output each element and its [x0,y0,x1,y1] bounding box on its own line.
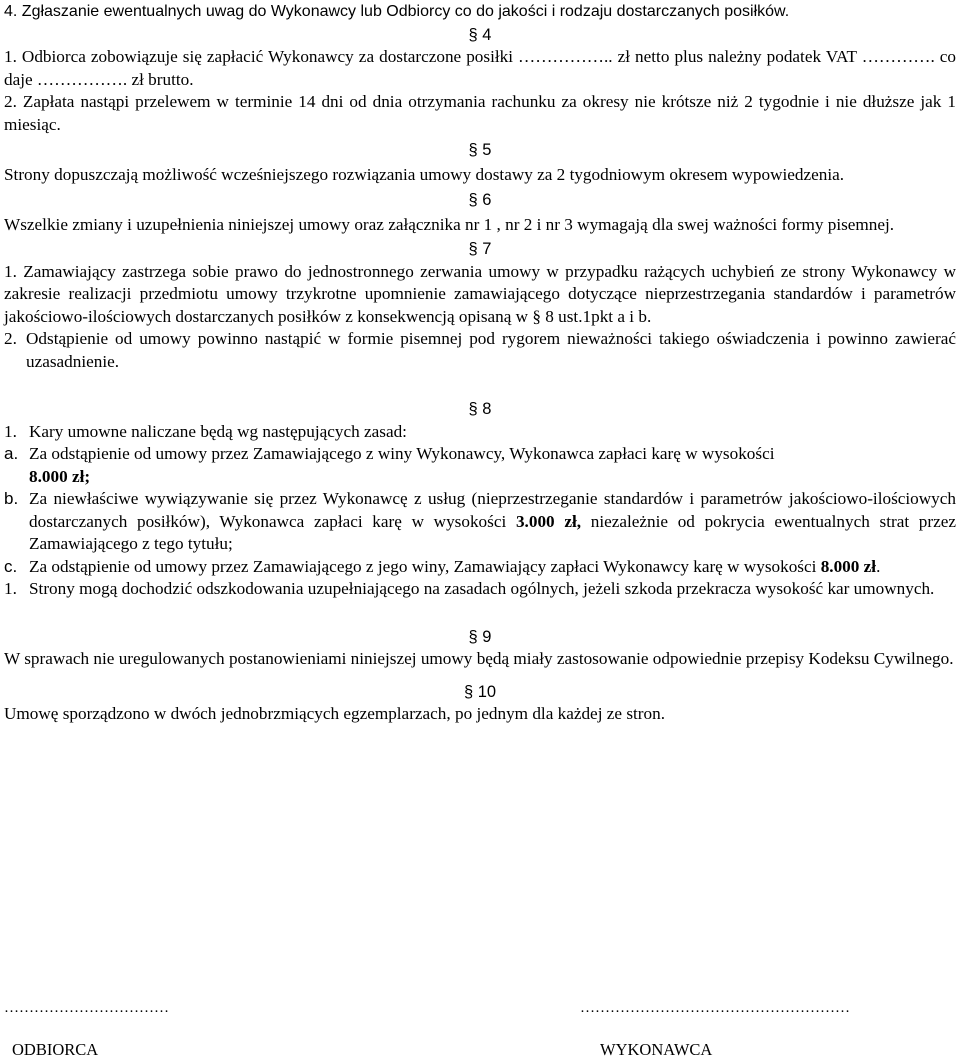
section-7-item-2-number: 2. [4,329,17,348]
section-8-item-a-amount: 8.000 zł; [29,466,91,486]
section-8-intro-number: 1. [4,421,17,441]
odbiorca-signature-line: …………………………… [4,1000,169,1016]
section-8-item-a-label: a. [4,444,19,463]
section-8-item-a-text [26,443,956,488]
section-8-item-c-amount: 8.000 zł [820,556,877,576]
section-8-item-b [4,488,956,556]
section-8-item-c [4,556,956,579]
section-7-item-2-text: Odstąpienie od umowy powinno nastąpić w formie pisemnej pod rygorem nieważności takiego oświadczenia i powinno zawierać uzasadnienie. [26,329,956,371]
section-8-item-c-period: . [876,556,881,576]
section-8-heading: § 8 [468,400,492,418]
section-8-item-c-text [26,556,956,579]
section-7-heading: § 7 [468,240,492,258]
section-6-heading: § 6 [468,191,492,209]
section-7-paragraph-1: 1. Zamawiający zastrzega sobie prawo do jednostronnego zerwania umowy w przypadku rażących uchybień ze strony Wykonawcy w zakresie realizacji przedmiotu umowy trzykrotne upomnienie zamawiającego dotyczące nieprzestrzegania standardów i parametrów jakościowo-ilościowych dostarczanych posiłków z konsekwencją opisaną w § 8 ust.1pkt a i b. [4,261,956,326]
section-4-heading: § 4 [468,25,492,44]
section-8-item-b-label: b. [4,489,19,508]
section-8-intro-text: Kary umowne naliczane będą wg następujących zasad: [29,421,407,441]
wykonawca-signature-line: ……………………………………………… [580,1000,850,1016]
section-8-item-2-number: 1. [4,579,17,598]
document-page [4,0,956,726]
section-8-item-b-amount: 3.000 zł, [515,511,582,531]
section-4-paragraph-1: 1. Odbiorca zobowiązuje się zapłacić Wykonawcy za dostarczone posiłki …………….. zł netto plus należny podatek VAT …………. co daje ……………. zł brutto. [4,47,956,89]
item-4-line: 4. Zgłaszanie ewentualnych uwag do Wykonawcy lub Odbiorcy co do jakości i rodzaju dostarczanych posiłków. [4,3,790,20]
section-8-item-c-body: Za odstąpienie od umowy przez Zamawiającego z jego winy, Zamawiający zapłaci Wykonawcy karę w wysokości [29,556,817,576]
section-8-item-b-body-end: niezależnie od pokrycia ewentualnych strat przez Zamawiającego z tego tytułu; [29,511,957,553]
section-4-paragraph-2: 2. Zapłata nastąpi przelewem w terminie 14 dni od dnia otrzymania rachunku za okresy nie krótsze niż 2 tygodnie i nie dłuższe jak 1 miesiąc. [4,92,956,134]
section-5-heading: § 5 [468,141,492,159]
odbiorca-label: ODBIORCA [12,1040,99,1059]
wykonawca-label: WYKONAWCA [600,1040,713,1059]
section-10-paragraph: Umowę sporządzono w dwóch jednobrzmiących egzemplarzach, po jednym dla każdej ze stron. [4,704,665,723]
section-9-heading: § 9 [468,627,492,646]
section-8-item-b-text [26,488,956,556]
section-8-item-c-label: c. [4,556,18,576]
section-6-paragraph: Wszelkie zmiany i uzupełnienia niniejszej umowy oraz załącznika nr 1 , nr 2 i nr 3 wymagają dla swej ważności formy pisemnej. [4,214,895,234]
section-8-item-a [4,443,956,488]
section-8-item-2 [4,578,956,601]
section-7-item-2 [4,328,956,373]
section-8-item-a-body: Za odstąpienie od umowy przez Zamawiającego z winy Wykonawcy, Wykonawca zapłaci karę w wysokości [29,444,775,463]
section-8-item-2-text: Strony mogą dochodzić odszkodowania uzupełniającego na zasadach ogólnych, jeżeli szkoda przekracza wysokość kar umownych. [29,579,935,598]
section-5-paragraph: Strony dopuszczają możliwość wcześniejszego rozwiązania umowy dostawy za 2 tygodniowym okresem wypowiedzenia. [4,164,845,184]
section-10-heading: § 10 [463,682,497,701]
section-8-intro [4,421,956,444]
section-9-paragraph: W sprawach nie uregulowanych postanowieniami niniejszej umowy będą miały zastosowanie odpowiednie przepisy Kodeksu Cywilnego. [4,649,954,668]
section-8-item-b-body: Za niewłaściwe wywiązywanie się przez Wykonawcę z usług (nieprzestrzeganie standardów i parametrów jakościowo-ilościowych dostarczanych posiłków), Wykonawca zapłaci karę w wysokości [29,489,956,531]
